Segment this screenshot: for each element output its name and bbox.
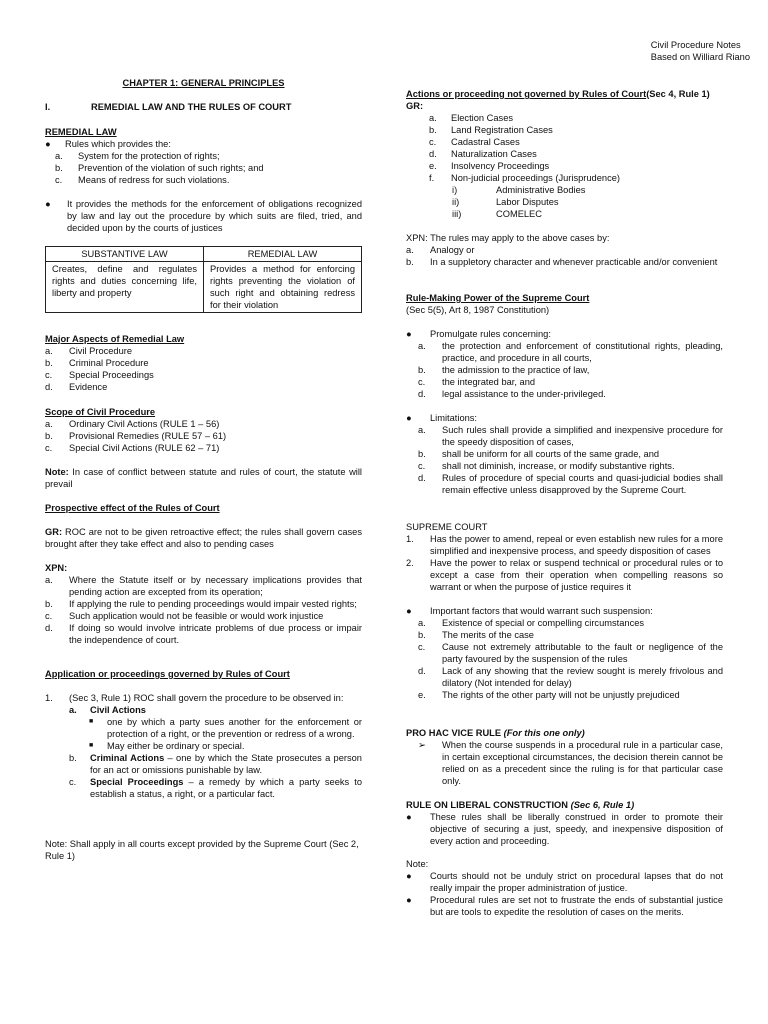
list-item: ■ one by which a party sues another for the enforcement or protection of a right, or the prevention or redress of a wrong. [89,717,362,739]
prospective-heading: Prospective effect of the Rules of Court [45,503,220,513]
list-item: a. System for the protection of rights; [55,151,220,161]
xpn-label: XPN: [45,563,68,573]
list-item: iii) COMELEC [452,209,542,219]
gr-text: GR: ROC are not to be given retroactive effect; the rules shall govern cases brought after they take effect and also to pending cases [45,527,362,549]
not-governed-block [406,88,723,220]
list-item: b. Provisional Remedies (RULE 57 – 61) [45,431,227,441]
square-bullet-icon: ■ [89,742,94,749]
note-label: Note: [406,859,429,869]
note-statute: Note: In case of conflict between statute and rules of court, the statute will prevail [45,467,362,489]
list-item: b. In a suppletory character and whenever practicable and/or convenient [406,257,718,267]
table-header: SUBSTANTIVE LAW [46,247,204,262]
arrow-bullet-icon: ➢ [418,740,426,750]
list-item: f. Non-judicial proceedings (Jurisprudence) [429,173,620,183]
note-block [406,858,723,918]
list-item: ● Courts should not be unduly strict on procedural lapses that do not really impair the proper administration of justice. [406,871,723,893]
list-item: a. Election Cases [429,113,514,123]
xpn-block [406,232,723,268]
list-item: d. Rules of procedure of special courts and quasi-judicial bodies shall remain effective unless disapproved by the Supreme Court. [418,473,723,495]
bullet-icon: ● [406,413,412,423]
list-item: ➢ When the course suspends in a procedural rule in a particular case, in certain exceptional circumstances, the decision therein cannot be relied on as a precedent since the ruling is for that particular case only. [418,740,723,786]
page-header [651,40,750,63]
list-item: c. Cadastral Cases [429,137,520,147]
chapter-title: CHAPTER 1: GENERAL PRINCIPLES [122,78,285,88]
xpn-text: XPN: The rules may apply to the above cases by: [406,233,610,243]
comparison-table-wrap [45,246,362,313]
list-item: a. Existence of special or compelling circumstances [418,618,645,628]
header-title: Civil Procedure Notes [650,40,741,50]
list-item: ● Limitations: [406,413,478,423]
list-item: ■ May either be ordinary or special. [89,741,245,751]
list-item: ● These rules shall be liberally construed in order to promote their objective of securing a just, speedy, and inexpensive disposition of every action and proceeding. [406,812,723,846]
list-item: c. Special Proceedings – a remedy by which a party seeks to establish a status, a right, or a particular fact. [69,777,362,799]
list-item: c. Such application would not be feasible or would work injustice [45,611,324,621]
gr-label: GR: [406,101,424,111]
list-item: b. the admission to the practice of law, [418,365,590,375]
list-item: b. Prevention of the violation of such rights; and [55,163,264,173]
list-item: b. If applying the rule to pending proceedings would impair vested rights; [45,599,357,609]
list-item: a. Where the Statute itself or by necessary implications provides that pending action are excepted from its operation; [45,575,362,597]
pro-hac-block [406,727,723,787]
table-cell: Creates, define and regulates rights and duties concerning life, liberty and property [46,262,204,313]
list-item: 1. Has the power to amend, repeal or even establish new rules for a more simplified and inexpensive process, and speedy disposition of cases [406,534,723,556]
rule-making-block [406,292,723,496]
list-item: b. Criminal Procedure [45,358,149,368]
list-item: c. the integrated bar, and [418,377,536,387]
list-item: c. shall not diminish, increase, or modify substantive rights. [418,461,675,471]
list-item: d. If doing so would involve intricate problems of due process or impair the independence of court. [45,623,362,645]
scope-heading: Scope of Civil Procedure [45,407,156,417]
list-item: ● It provides the methods for the enforcement of obligations recognized by law and lay out the procedure by which suits are filed, tried, and decided upon by the courts of justices [45,199,362,233]
list-item: b. Criminal Actions – one by which the State prosecutes a person for an act or omissions punishable by law. [69,753,362,775]
list-item: a. Analogy or [406,245,475,255]
bullet-icon: ● [406,895,412,905]
list-item: d. Evidence [45,382,108,392]
pro-hac-heading: PRO HAC VICE RULE (For this one only) [406,728,585,738]
list-item: ● Important factors that would warrant such suspension: [406,606,653,616]
liberal-block [406,799,723,847]
square-bullet-icon: ■ [89,718,94,725]
list-item: ● Procedural rules are set not to frustrate the ends of substantial justice but are tools to expedite the resolution of cases on the merits. [406,895,723,917]
section-heading [45,101,362,113]
list-item: i) Administrative Bodies [452,185,586,195]
list-item: b. Land Registration Cases [429,125,553,135]
remedial-law-heading: REMEDIAL LAW [45,127,117,137]
table-header: REMEDIAL LAW [204,247,362,262]
major-aspects-heading: Major Aspects of Remedial Law [45,334,185,344]
list-item: c. Cause not extremely attributable to the fault or negligence of the party favoured by the suspension of the rules [418,642,723,664]
bullet-icon: ● [406,606,412,616]
comparison-table [45,246,362,313]
supreme-court-heading: SUPREME COURT [406,522,488,532]
list-item: c. Means of redress for such violations. [55,175,230,185]
section-title: REMEDIAL LAW AND THE RULES OF COURT [91,102,292,112]
not-governed-heading: Actions or proceeding not governed by Rules of Court(Sec 4, Rule 1) [406,89,710,99]
note-supreme-court: Note: Shall apply in all courts except provided by the Supreme Court (Sec 2, Rule 1) [45,839,359,861]
list-item: b. The merits of the case [418,630,534,640]
rule-making-heading: Rule-Making Power of the Supreme Court [406,293,590,303]
bullet-icon: ● [406,329,412,339]
bullet-icon: ● [45,139,51,149]
list-item: a. Ordinary Civil Actions (RULE 1 – 56) [45,419,220,429]
list-item: ii) Labor Disputes [452,197,559,207]
list-item: c. Special Proceedings [45,370,154,380]
list-item: 1. (Sec 3, Rule 1) ROC shall govern the procedure to be observed in: [45,693,344,703]
application-heading: Application or proceedings governed by Rules of Court [45,669,290,679]
section-number: I. [45,102,51,112]
scope-block [45,406,362,454]
list-item: a. Civil Procedure [45,346,133,356]
list-item: d. Lack of any showing that the review sought is merely frivolous and dilatory (Not intended for delay) [418,666,723,688]
list-item: d. legal assistance to the under-privileged. [418,389,606,399]
rule-making-ref: (Sec 5(5), Art 8, 1987 Constitution) [406,305,550,315]
list-item: e. The rights of the other party will not be unjustly prejudiced [418,690,680,700]
list-item: ● Promulgate rules concerning: [406,329,551,339]
remedial-law-block [45,126,362,234]
bullet-icon: ● [406,871,412,881]
bullet-icon: ● [406,812,412,822]
list-item: 2. Have the power to relax or suspend technical or procedural rules or to except a case from their operation when compelling reasons so warrant or when the purpose of justice requires it [406,558,723,592]
prospective-block [45,502,362,646]
major-aspects-block [45,333,362,393]
header-subtitle: Based on Williard Riano [650,51,750,62]
supreme-court-block [406,521,723,701]
list-item: a. the protection and enforcement of constitutional rights, pleading, practice, and procedure in all courts, [418,341,723,363]
application-block [45,668,362,800]
list-item: d. Naturalization Cases [429,149,537,159]
list-item: b. shall be uniform for all courts of the same grade, and [418,449,660,459]
table-cell: Provides a method for enforcing rights preventing the violation of such right and obtaining redress for their violation [204,262,362,313]
list-item: a. Such rules shall provide a simplified and inexpensive procedure for the speedy disposition of cases, [418,425,723,447]
liberal-heading: RULE ON LIBERAL CONSTRUCTION (Sec 6, Rule 1) [406,800,635,810]
list-item: a. Civil Actions [69,705,146,715]
list-item: ● Rules which provides the: [45,139,171,149]
list-item: e. Insolvency Proceedings [429,161,550,171]
bullet-icon: ● [45,199,51,209]
list-item: c. Special Civil Actions (RULE 62 – 71) [45,443,220,453]
